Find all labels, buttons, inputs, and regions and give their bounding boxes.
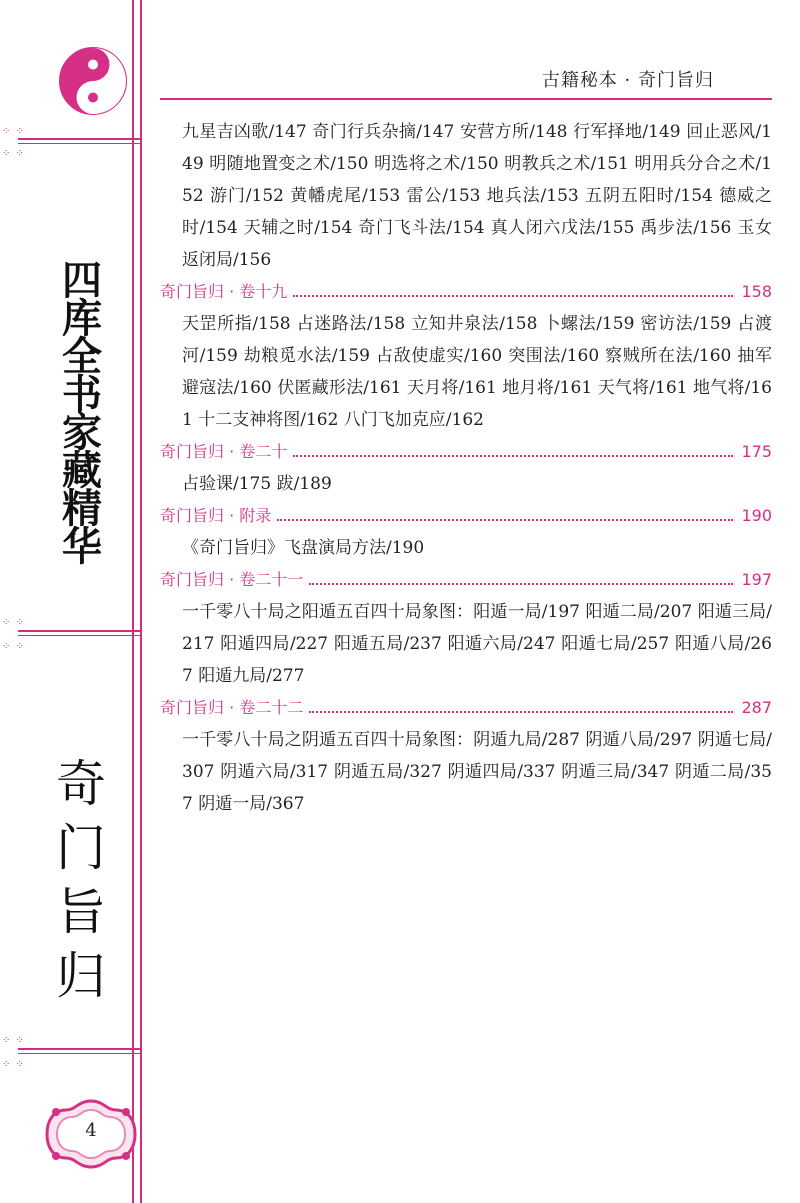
toc-entries: 一千零八十局之阴遁五百四十局象图：阴遁九局/287 阴遁八局/297 阴遁七局/307 阴遁六局/317 阴遁五局/327 阴遁四局/337 阴遁三局/347 阴遁二局/357 阴遁一局/367: [182, 730, 772, 814]
section-page: 175: [741, 442, 772, 461]
margin-border-inner: [140, 0, 142, 1203]
taiji-icon: [58, 46, 128, 116]
series-title: 四 库 全 书 家 藏 精 华: [62, 257, 102, 570]
toc-entries: 占验课/175 跋/189: [182, 474, 332, 494]
section-title: 奇门旨归 · 卷十九: [160, 282, 288, 301]
margin-rule-middle: [18, 630, 140, 632]
section-title: 奇门旨归 · 卷二十: [160, 442, 288, 461]
toc-entries: 《奇门旨归》飞盘演局方法/190: [182, 538, 425, 558]
running-header: [160, 68, 772, 98]
margin-rule-top-thin: [18, 143, 140, 144]
ornament-dots: ⁘ ⁘: [2, 1059, 25, 1070]
section-page: 190: [741, 506, 772, 525]
toc-section-heading[interactable]: [160, 276, 772, 308]
section-page: 197: [741, 570, 772, 589]
book-title: 奇 门 旨 归: [56, 755, 106, 1005]
section-page: 287: [741, 698, 772, 717]
toc-section-heading[interactable]: [160, 692, 772, 724]
header-rule: [160, 98, 772, 100]
table-of-contents: [160, 116, 772, 820]
toc-section-heading[interactable]: [160, 436, 772, 468]
dot-leader: [309, 583, 733, 585]
toc-section-heading[interactable]: [160, 500, 772, 532]
page-number: 4: [85, 1120, 97, 1141]
toc-entries: 一千零八十局之阳遁五百四十局象图：阳遁一局/197 阳遁二局/207 阳遁三局/217 阳遁四局/227 阳遁五局/237 阳遁六局/247 阳遁七局/257 阳遁八局/267 阳遁九局/277: [182, 602, 772, 686]
margin-rule-middle-thin: [18, 635, 140, 636]
section-title: 奇门旨归 · 卷二十二: [160, 698, 304, 717]
toc-entries: 九星吉凶歌/147 奇门行兵杂摘/147 安营方所/148 行军择地/149 回止恶风/149 明随地置变之术/150 明选将之术/150 明教兵之术/151 明用兵分合之术/152 游门/152 黄幡虎尾/153 雷公/153 地兵法/153 五阴五阳时/154 德威之时/154 天辅之时/154 奇门飞斗法/154 真人闭六戊法/155 禹步法/156 玉女返闭局/156: [182, 122, 772, 270]
margin-rule-bottom: [18, 1048, 140, 1050]
dot-leader: [293, 295, 733, 297]
ornament-dots: ⁘ ⁘: [2, 641, 25, 652]
dot-leader: [309, 711, 733, 713]
toc-entries: 天罡所指/158 占迷路法/158 立知井泉法/158 卜螺法/159 密访法/159 占渡河/159 劫粮觅水法/159 占敌使虚实/160 突围法/160 察贼所在法/160 抽军避寇法/160 伏匿藏形法/161 天月将/161 地月将/161 天气将/161 地气将/161 十二支神将图/162 八门飞加克应/162: [182, 314, 772, 430]
margin-rule-top: [18, 138, 140, 140]
ornament-dots: ⁘ ⁘: [2, 617, 25, 628]
ornament-dots: ⁘ ⁘: [2, 1035, 25, 1046]
ornament-dots: ⁘ ⁘: [2, 126, 25, 137]
decorative-margin: [0, 0, 152, 1203]
running-title: 古籍秘本 · 奇门旨归: [541, 70, 714, 91]
section-title: 奇门旨归 · 卷二十一: [160, 570, 304, 589]
dot-leader: [293, 455, 733, 457]
dot-leader: [277, 519, 733, 521]
margin-rule-bottom-thin: [18, 1053, 140, 1054]
section-page: 158: [741, 282, 772, 301]
margin-border-outer: [132, 0, 134, 1203]
section-title: 奇门旨归 · 附录: [160, 506, 272, 525]
toc-section-heading[interactable]: [160, 564, 772, 596]
ornament-dots: ⁘ ⁘: [2, 148, 25, 159]
